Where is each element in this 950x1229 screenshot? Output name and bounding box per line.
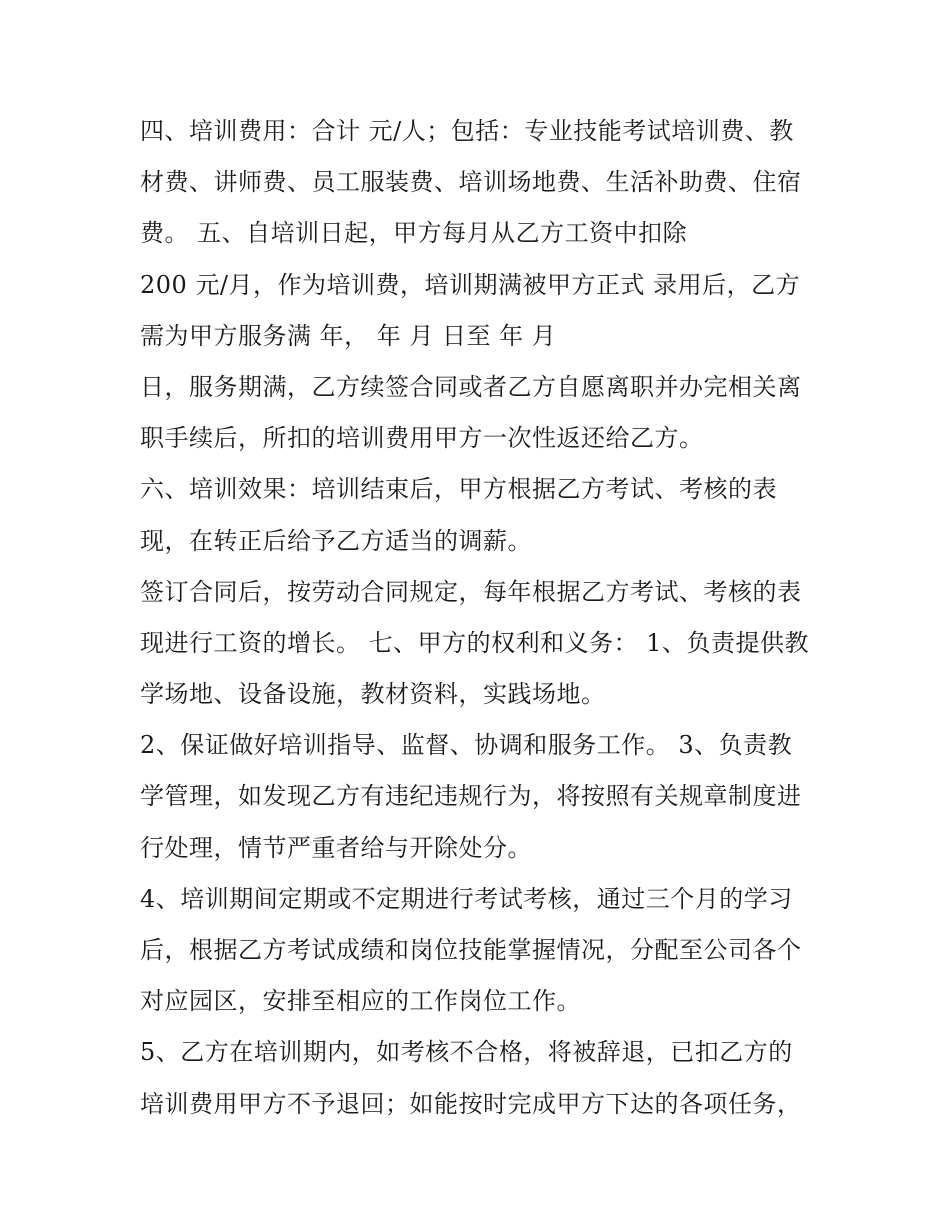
text-line: 5、乙方在培训期内，如考核不合格，将被辞退，已扣乙方的: [140, 1038, 793, 1067]
text-line: 培训费用甲方不予退回；如能按时完成甲方下达的各项任务，: [140, 1089, 802, 1118]
text-line: 现进行工资的增长。 七、甲方的权利和义务： 1、负责提供教: [140, 628, 810, 657]
text-line: 学场地、设备设施，教材资料，实践场地。: [140, 680, 606, 709]
text-line: 2、保证做好培训指导、监督、协调和服务工作。 3、负责教: [140, 731, 793, 760]
text-line: 六、培训效果：培训结束后，甲方根据乙方考试、考核的表: [140, 475, 777, 504]
text-line: 费。 五、自培训日起，甲方每月从乙方工资中扣除: [140, 219, 688, 248]
text-line: 现，在转正后给予乙方适当的调薪。: [140, 526, 532, 555]
text-line: 日，服务期满，乙方续签合同或者乙方自愿离职并办完相关离: [140, 372, 802, 401]
text-line: 需为甲方服务满 年， 年 月 日至 年 月: [140, 321, 557, 350]
text-line: 200 元/月，作为培训费，培训期满被甲方正式 录用后，乙方: [140, 270, 801, 299]
text-line: 后，根据乙方考试成绩和岗位技能掌握情况，分配至公司各个: [140, 936, 802, 964]
text-line: 学管理，如发现乙方有违纪违规行为，将按照有关规章制度进: [140, 782, 802, 811]
text-line: 材费、讲师费、员工服装费、培训场地费、生活补助费、住宿: [140, 168, 802, 197]
text-line: 4、培训期间定期或不定期进行考试考核，通过三个月的学习: [140, 884, 793, 913]
text-line: 四、培训费用：合计 元/人；包括：专业技能考试培训费、教: [140, 117, 794, 145]
text-line: 行处理，情节严重者给与开除处分。: [140, 833, 532, 862]
text-line: 职手续后，所扣的培训费用甲方一次性返还给乙方。: [140, 424, 704, 453]
text-line: 对应园区，安排至相应的工作岗位工作。: [140, 987, 581, 1016]
contract-body-text: [140, 106, 820, 1130]
text-line: 签订合同后，按劳动合同规定，每年根据乙方考试、考核的表: [140, 577, 802, 606]
